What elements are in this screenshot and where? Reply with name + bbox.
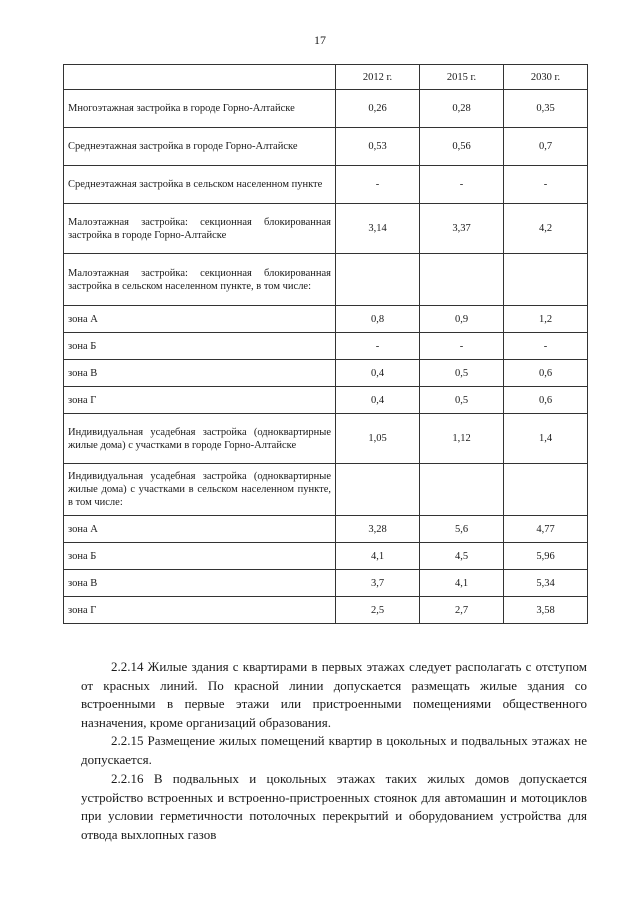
- table-header-row: [64, 65, 588, 90]
- row-name-cell: Многоэтажная застройка в городе Горно-Алтайске: [64, 90, 336, 128]
- value-cell-2012: 0,53: [336, 128, 420, 166]
- value-cell-2015: 1,12: [420, 414, 504, 464]
- table-row: [64, 414, 588, 464]
- housing-norms-table: [63, 64, 588, 624]
- row-name-cell: зона Г: [64, 597, 336, 624]
- table-row: [64, 543, 588, 570]
- paragraph-text: 2.2.15 Размещение жилых помещений квартир в цокольных и подвальных этажах не допускается.: [81, 733, 587, 767]
- value-cell-2012: -: [336, 333, 420, 360]
- table-row: [64, 516, 588, 543]
- value-cell-2030: 1,4: [504, 414, 588, 464]
- value-cell-2015: 4,5: [420, 543, 504, 570]
- table-row: [64, 570, 588, 597]
- paragraph-2-2-14: [81, 658, 587, 732]
- value-cell-2030: 4,2: [504, 204, 588, 254]
- value-cell-2030: 1,2: [504, 306, 588, 333]
- table-row: [64, 166, 588, 204]
- value-cell-2015: 4,1: [420, 570, 504, 597]
- value-cell-2012: [336, 464, 420, 516]
- value-cell-2012: 0,8: [336, 306, 420, 333]
- paragraph-2-2-16: [81, 770, 587, 844]
- row-name-cell: Среднеэтажная застройка в городе Горно-Алтайске: [64, 128, 336, 166]
- row-name-cell: Малоэтажная застройка: секционная блокированная застройка в городе Горно-Алтайске: [64, 204, 336, 254]
- row-name-cell: зона В: [64, 360, 336, 387]
- value-cell-2030: 0,6: [504, 360, 588, 387]
- value-cell-2012: -: [336, 166, 420, 204]
- paragraph-text: 2.2.16 В подвальных и цокольных этажах таких жилых домов допускается устройство встроенных и встроенно-пристроенных стоянок для автомашин и мотоциклов при условии герметичности потолочных перекрытий и оборудованием устройства для отвода выхлопных газов: [81, 771, 587, 842]
- row-name-cell: Индивидуальная усадебная застройка (одноквартирные жилые дома) с участками в городе Горно-Алтайске: [64, 414, 336, 464]
- row-name-cell: зона В: [64, 570, 336, 597]
- value-cell-2015: 0,5: [420, 360, 504, 387]
- value-cell-2030: 5,96: [504, 543, 588, 570]
- row-name-cell: Индивидуальная усадебная застройка (одноквартирные жилые дома) с участками в сельском населенном пункте, в том числе:: [64, 464, 336, 516]
- value-cell-2015: [420, 254, 504, 306]
- header-cell-2030: 2030 г.: [504, 65, 588, 90]
- value-cell-2030: 0,35: [504, 90, 588, 128]
- table-row: [64, 204, 588, 254]
- value-cell-2015: 0,28: [420, 90, 504, 128]
- table-row: [64, 333, 588, 360]
- value-cell-2030: -: [504, 166, 588, 204]
- value-cell-2030: [504, 254, 588, 306]
- value-cell-2012: 1,05: [336, 414, 420, 464]
- value-cell-2030: 3,58: [504, 597, 588, 624]
- value-cell-2012: 0,4: [336, 387, 420, 414]
- row-name-cell: Среднеэтажная застройка в сельском населенном пункте: [64, 166, 336, 204]
- value-cell-2012: 4,1: [336, 543, 420, 570]
- value-cell-2015: 2,7: [420, 597, 504, 624]
- table-row: [64, 464, 588, 516]
- header-cell-2012: 2012 г.: [336, 65, 420, 90]
- value-cell-2012: 3,7: [336, 570, 420, 597]
- page-number: 17: [314, 33, 326, 47]
- value-cell-2015: [420, 464, 504, 516]
- header-cell-name: [64, 65, 336, 90]
- value-cell-2012: 3,28: [336, 516, 420, 543]
- value-cell-2012: 0,26: [336, 90, 420, 128]
- value-cell-2015: 5,6: [420, 516, 504, 543]
- row-name-cell: Малоэтажная застройка: секционная блокированная застройка в сельском населенном пункте, в том числе:: [64, 254, 336, 306]
- value-cell-2012: 0,4: [336, 360, 420, 387]
- paragraph-text: 2.2.14 Жилые здания с квартирами в первых этажах следует располагать с отступом от красных линий. По красной линии допускается размещать жилые здания со встроенными в первые этажи или пристроенными помещениями общественного назначения, кроме организаций образования.: [81, 659, 587, 730]
- row-name-cell: зона Б: [64, 543, 336, 570]
- value-cell-2012: 3,14: [336, 204, 420, 254]
- row-name-cell: зона А: [64, 306, 336, 333]
- value-cell-2030: -: [504, 333, 588, 360]
- row-name-cell: зона А: [64, 516, 336, 543]
- value-cell-2030: 0,6: [504, 387, 588, 414]
- value-cell-2015: 0,56: [420, 128, 504, 166]
- table-row: [64, 128, 588, 166]
- value-cell-2030: [504, 464, 588, 516]
- value-cell-2012: [336, 254, 420, 306]
- table-row: [64, 90, 588, 128]
- value-cell-2030: 0,7: [504, 128, 588, 166]
- table-row: [64, 254, 588, 306]
- value-cell-2015: 0,5: [420, 387, 504, 414]
- row-name-cell: зона Г: [64, 387, 336, 414]
- value-cell-2030: 5,34: [504, 570, 588, 597]
- table-row: [64, 306, 588, 333]
- table-row: [64, 387, 588, 414]
- table-row: [64, 360, 588, 387]
- value-cell-2015: 3,37: [420, 204, 504, 254]
- value-cell-2015: -: [420, 333, 504, 360]
- table-row: [64, 597, 588, 624]
- paragraph-2-2-15: [81, 732, 587, 769]
- value-cell-2015: 0,9: [420, 306, 504, 333]
- value-cell-2012: 2,5: [336, 597, 420, 624]
- header-cell-2015: 2015 г.: [420, 65, 504, 90]
- row-name-cell: зона Б: [64, 333, 336, 360]
- value-cell-2030: 4,77: [504, 516, 588, 543]
- value-cell-2015: -: [420, 166, 504, 204]
